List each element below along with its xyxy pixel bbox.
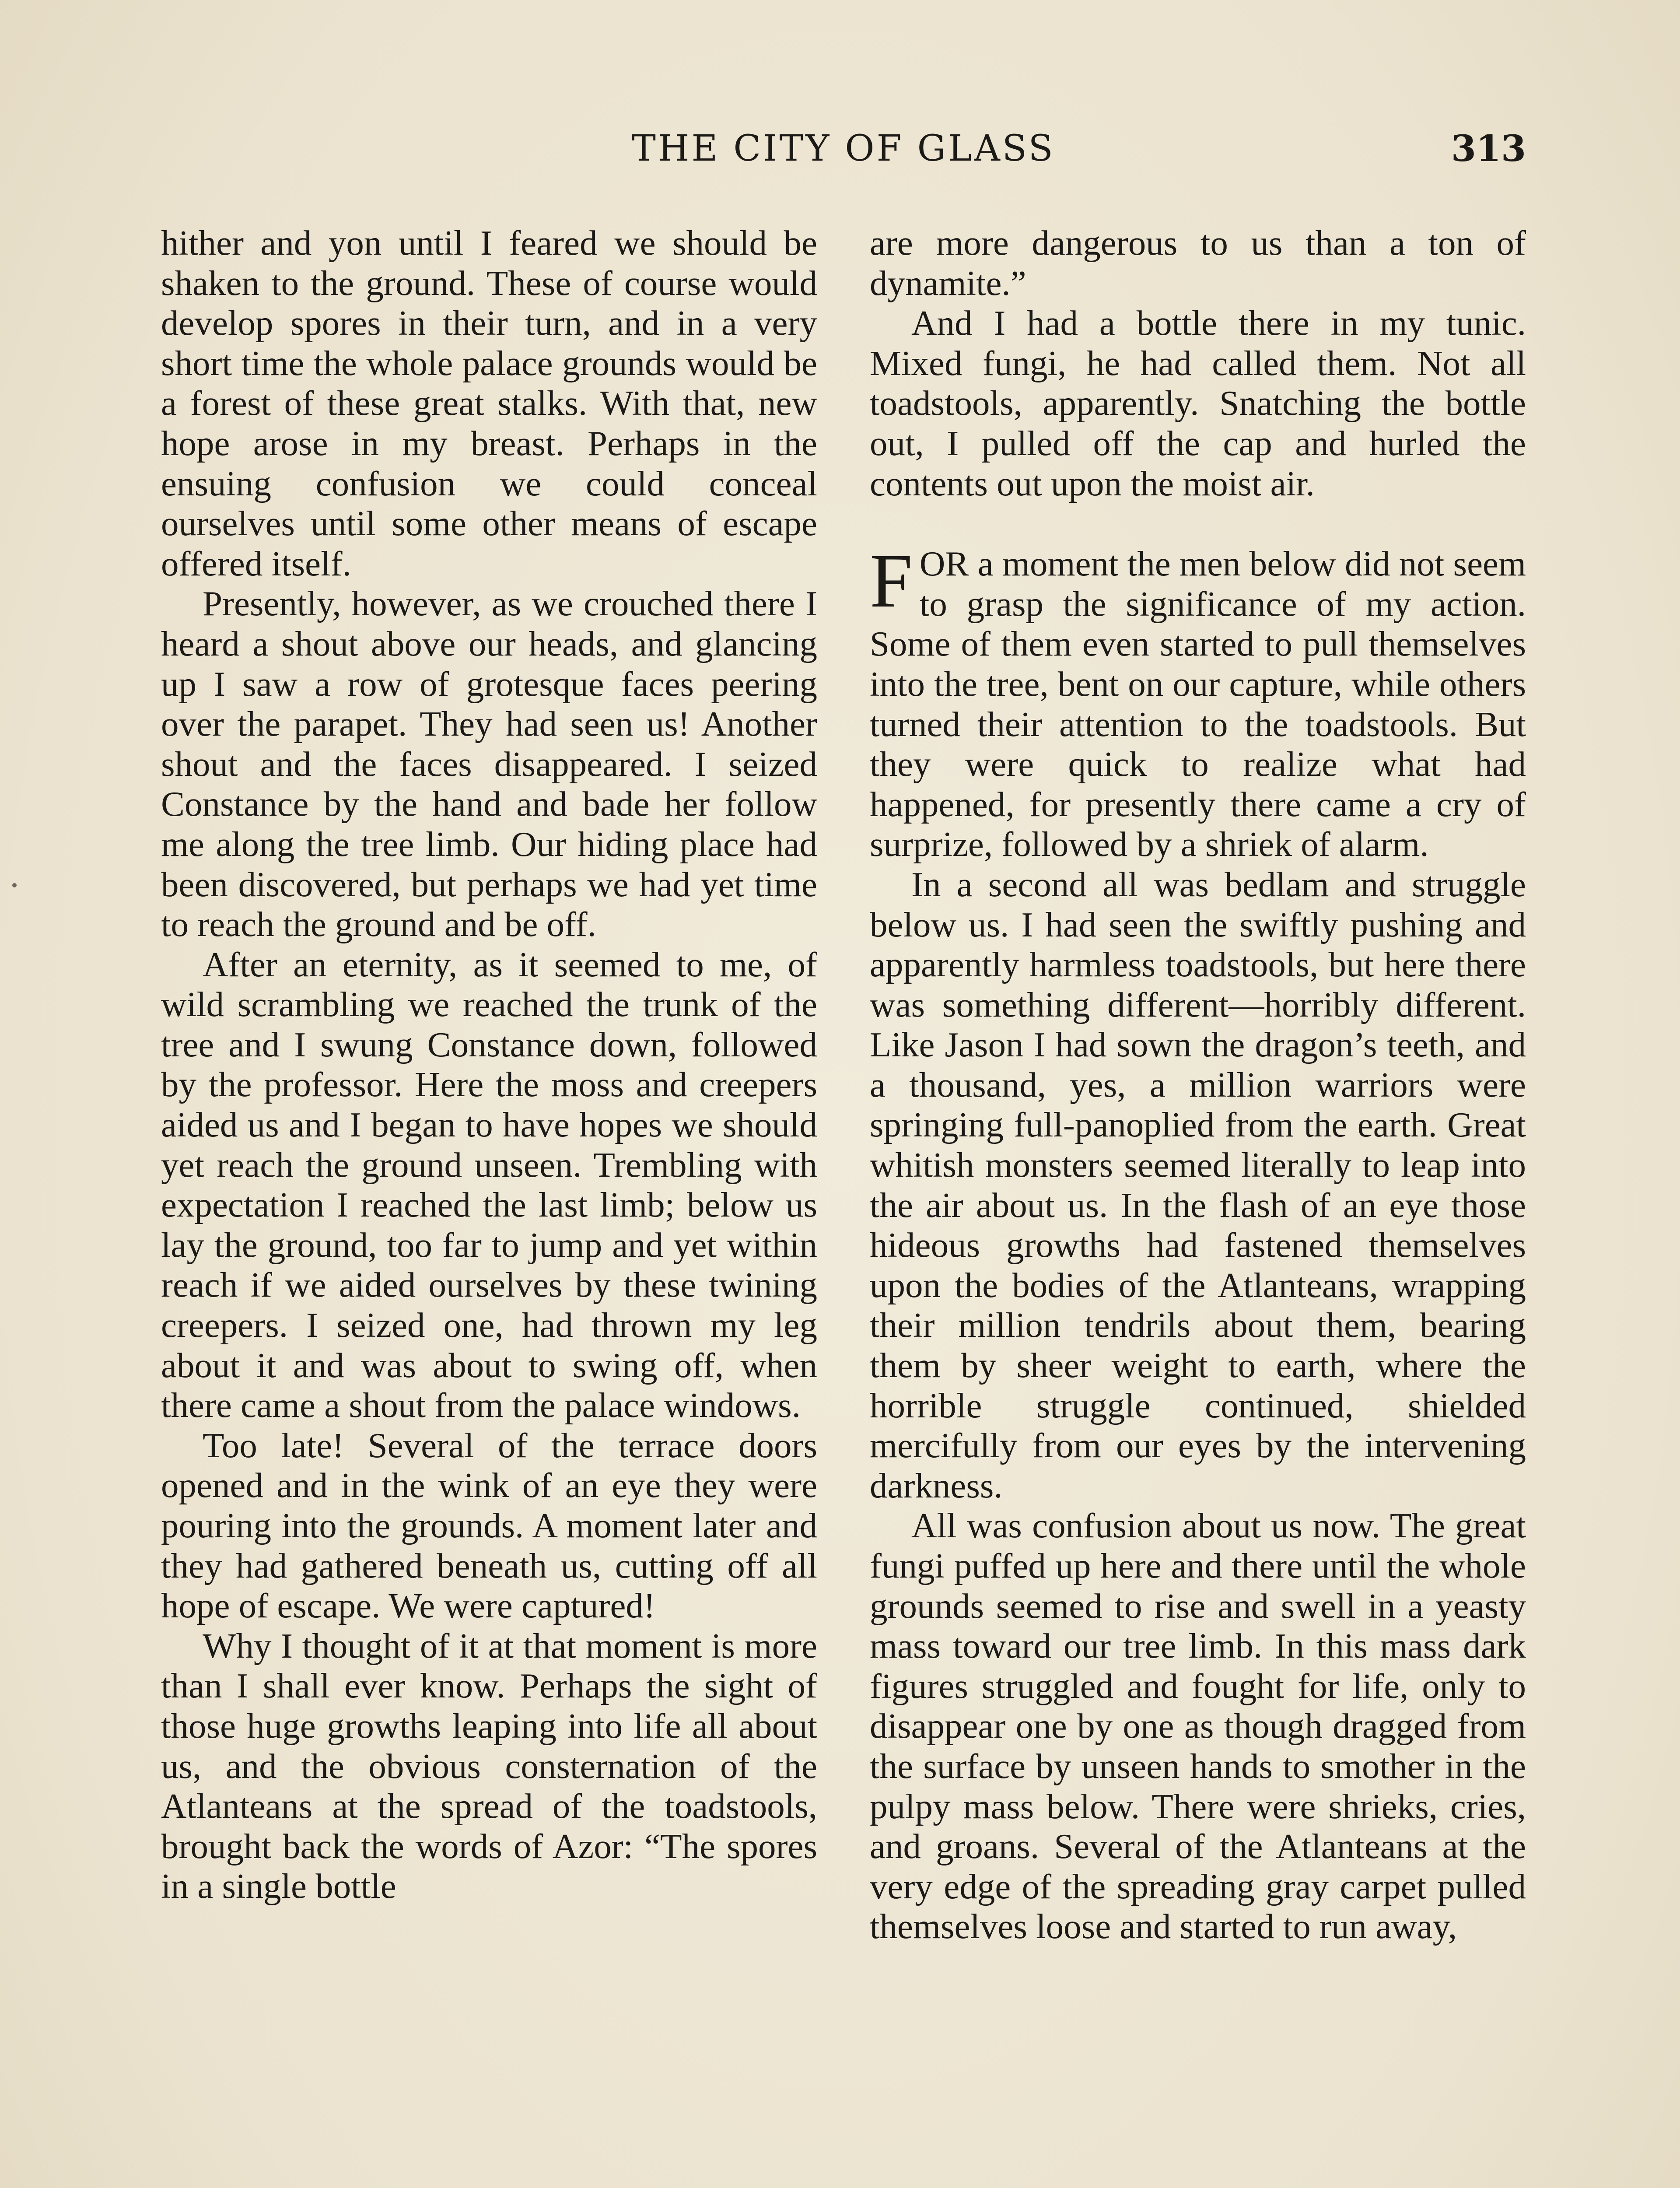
left-column — [161, 223, 817, 1907]
section-opening-paragraph — [870, 538, 1526, 865]
paragraph: hither and yon until I feared we should be shaken to the ground. These of course would develop spores in their turn, and in a very short time the whole palace grounds would be a forest of these great stalks. With that, new hope arose in my breast. Perhaps in the ensuing confusion we could conceal ourselves until some other means of escape offered itself. — [161, 223, 817, 583]
paragraph: Too late! Several of the terrace doors opened and in the wink of an eye they were pouring into the grounds. A moment later and they had gathered beneath us, cutting off all hope of escape. We were captured! — [161, 1425, 817, 1626]
running-title: THE CITY OF GLASS — [632, 128, 1055, 169]
paragraph: Presently, however, as we crouched there I heard a shout above our heads, and glancing up I saw a row of grotesque faces peering over the parapet. They had seen us! Another shout and the faces disappeared. I seized Constance by the hand and bade her follow me along the tree limb. Our hiding place had been discovered, but perhaps we had yet time to reach the ground and be off. — [161, 584, 817, 944]
paragraph: are more dangerous to us than a ton of dynamite.” — [870, 223, 1526, 303]
paragraph: And I had a bottle there in my tunic. Mixed fungi, he had called them. Not all toadstools, apparently. Snatching the bottle out, I pulled off the cap and hurled the contents out upon the moist air. — [870, 303, 1526, 503]
right-column — [870, 223, 1526, 1947]
drop-cap: F — [870, 538, 913, 624]
paragraph: After an eternity, as it seemed to me, of wild scrambling we reached the trunk of the tree and I swung Constance down, followed by the professor. Here the moss and creepers aided us and I began to have hopes we should yet reach the ground unseen. Trembling with expectation I reached the last limb; below us lay the ground, too far to jump and yet within reach if we aided ourselves by these twining creepers. I seized one, had thrown my leg about it and was about to swing off, when there came a shout from the palace windows. — [161, 944, 817, 1425]
page-number: 313 — [1451, 128, 1526, 170]
paragraph: Why I thought of it at that moment is more than I shall ever know. Perhaps the sight of those huge growths leaping into life all about us, and the obvious consternation of the Atlanteans at the spread of the toadstools, brought back the words of Azor: “The spores in a single bottle — [161, 1626, 817, 1906]
running-header — [161, 125, 1526, 173]
section-opening-text: OR a moment the men below did not seem to grasp the significance of my action. Some of them even started to pull themselves into the tree, bent on our capture, while others turned their attention to the toadstools. But they were quick to realize what had happened, for presently there came a cry of surprize, followed by a shriek of alarm. — [870, 544, 1526, 864]
print-speck — [12, 883, 17, 887]
paragraph: All was confusion about us now. The great fungi puffed up here and there until the whole grounds seemed to rise and swell in a yeasty mass toward our tree limb. In this mass dark figures struggled and fought for life, only to disappear one by one as though dragged from the surface by unseen hands to smother in the pulpy mass below. There were shrieks, cries, and groans. Several of the Atlanteans at the very edge of the spreading gray carpet pulled themselves loose and started to run away, — [870, 1506, 1526, 1946]
paragraph: In a second all was bedlam and struggle below us. I had seen the swiftly pushing and apparently harmless toadstools, but here there was something different—horribly different. Like Jason I had sown the dragon’s teeth, and a thousand, yes, a million warriors were springing full-panoplied from the earth. Great whitish monsters seemed literally to leap into the air about us. In the flash of an eye those hideous growths had fastened themselves upon the bodies of the Atlanteans, wrapping their million tendrils about them, bearing them by sheer weight to earth, where the horrible struggle continued, shielded mercifully from our eyes by the intervening darkness. — [870, 864, 1526, 1505]
